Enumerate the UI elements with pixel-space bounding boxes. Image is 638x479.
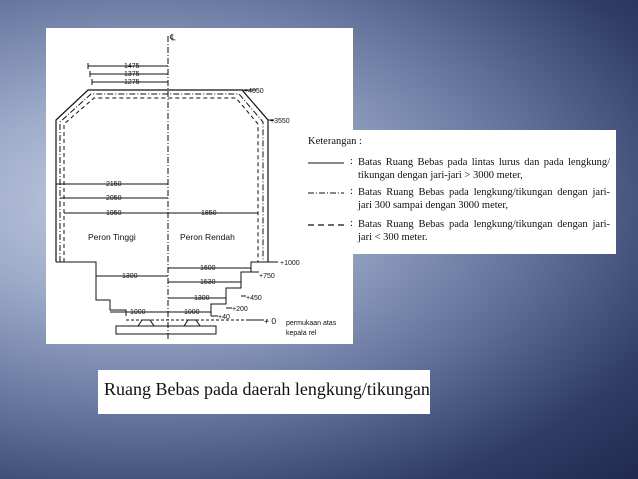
dim-label: +3550: [270, 118, 290, 125]
dim-label: +750: [259, 273, 275, 280]
dim-label: +200: [232, 306, 248, 313]
line-style-dashed: [308, 219, 346, 231]
line-style-solid: [308, 157, 346, 169]
dim-label: +1000: [280, 260, 300, 267]
dim-label: 2050: [106, 195, 122, 202]
dim-label: +450: [246, 295, 262, 302]
centerline-symbol: ℄: [170, 32, 176, 42]
rail-surface-label-1: permukaan atas: [286, 320, 337, 327]
lower-profile-left: [56, 262, 126, 316]
legend-title: Keterangan :: [308, 136, 362, 147]
rail-surface-label-2: kepala rel: [286, 330, 317, 337]
dim-label: 1275: [124, 79, 140, 86]
dim-label: +40: [218, 314, 230, 321]
dim-label: 1530: [200, 279, 216, 286]
dim-label: + 0: [264, 316, 277, 326]
sleeper: [116, 326, 216, 334]
dim-label: 1950: [106, 210, 122, 217]
rail-left: [138, 320, 154, 326]
dim-label: 1600: [200, 265, 216, 272]
dim-label: 1850: [201, 210, 217, 217]
dim-label: 1300: [194, 295, 210, 302]
dim-label: 2150: [106, 181, 122, 188]
legend-text: Batas Ruang Bebas pada lintas lurus dan pada lengkung/ tikungan dengan jari-jari > 3000 meter,: [358, 157, 610, 181]
line-style-dashdot: [308, 187, 346, 199]
caption-text: Ruang Bebas pada daerah lengkung/tikungan: [104, 379, 430, 399]
rail-right: [184, 320, 200, 326]
label-peron-rendah: Peron Rendah: [180, 232, 235, 242]
legend-panel: Keterangan : : Batas Ruang Bebas pada lintas lurus dan pada lengkung/ tikungan dengan jari-jari > 3000 meter, : Batas Ruang Bebas pada lengkung/tikungan dengan jari-jari 300 sampai dengan 3000 meter, : Batas Ruang Bebas pada lengkung/tikungan dengan jari-jari < 300 meter.: [302, 130, 616, 254]
dim-label: 1000: [184, 309, 200, 316]
legend-text: Batas Ruang Bebas pada lengkung/tikungan dengan jari-jari 300 sampai dengan 3000 meter,: [358, 187, 610, 211]
label-peron-tinggi: Peron Tinggi: [88, 232, 136, 242]
dim-label: 1300: [122, 273, 138, 280]
dim-label: 1000: [130, 309, 146, 316]
dim-label: 1375: [124, 71, 140, 78]
dim-label: 1475: [124, 63, 140, 70]
legend-text: Batas Ruang Bebas pada lengkung/tikungan dengan jari-jari < 300 meter.: [358, 219, 610, 243]
caption-panel: [98, 370, 430, 414]
dim-label: +4050: [244, 88, 264, 95]
